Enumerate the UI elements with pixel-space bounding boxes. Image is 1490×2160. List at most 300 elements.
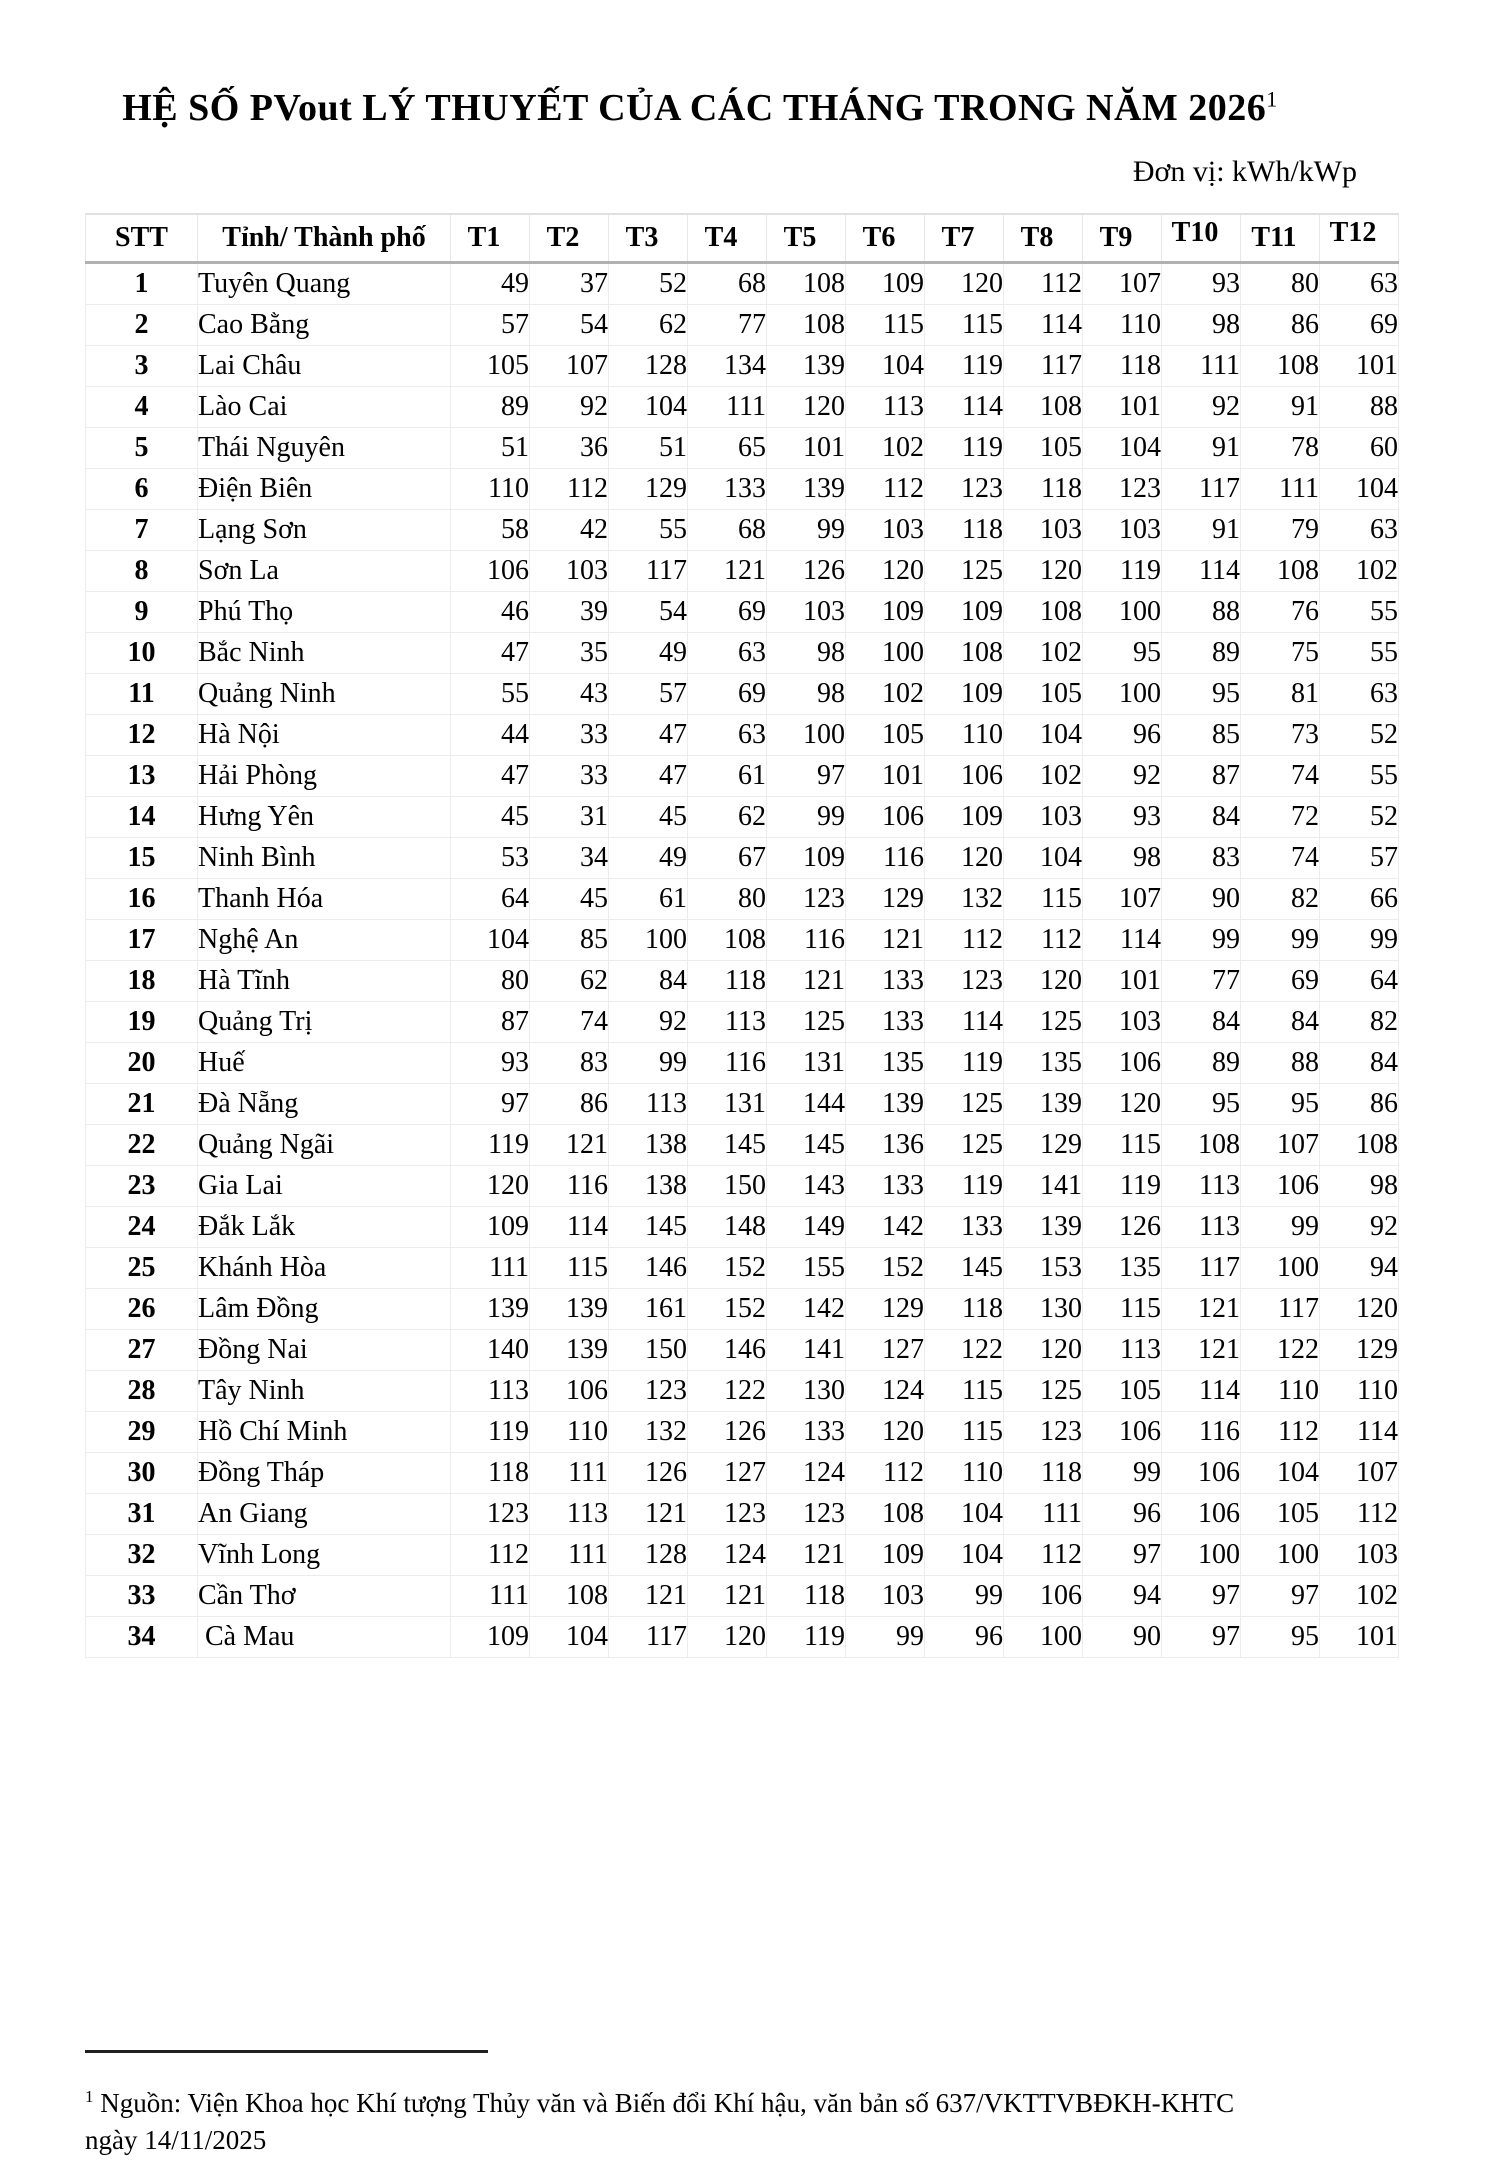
- row-province: Vĩnh Long: [198, 1535, 451, 1576]
- row-value: 49: [451, 263, 530, 305]
- row-value: 108: [767, 263, 846, 305]
- row-value: 111: [451, 1576, 530, 1617]
- unit-label: Đơn vị: kWh/kWp: [1132, 155, 1357, 188]
- table-row: [86, 1494, 1399, 1535]
- row-province: Lâm Đồng: [198, 1289, 451, 1330]
- row-value: 53: [451, 838, 530, 879]
- row-value: 92: [609, 1002, 688, 1043]
- row-value: 114: [1320, 1412, 1399, 1453]
- row-value: 123: [925, 469, 1004, 510]
- row-value: 119: [925, 1043, 1004, 1084]
- row-value: 119: [1083, 551, 1162, 592]
- row-value: 119: [925, 1166, 1004, 1207]
- row-value: 120: [1320, 1289, 1399, 1330]
- row-stt: 10: [86, 633, 198, 674]
- row-value: 69: [688, 674, 767, 715]
- row-value: 125: [1004, 1002, 1083, 1043]
- row-value: 95: [1241, 1617, 1320, 1658]
- row-value: 98: [1083, 838, 1162, 879]
- row-value: 60: [1320, 428, 1399, 469]
- row-value: 139: [530, 1330, 609, 1371]
- row-province: Đồng Tháp: [198, 1453, 451, 1494]
- row-value: 105: [1004, 674, 1083, 715]
- row-value: 123: [767, 1494, 846, 1535]
- row-value: 98: [1162, 305, 1241, 346]
- col-header-month: [1320, 214, 1399, 263]
- row-value: 85: [530, 920, 609, 961]
- row-value: 116: [530, 1166, 609, 1207]
- col-header-label: T11: [1251, 222, 1297, 253]
- row-value: 107: [1083, 879, 1162, 920]
- table-row: [86, 1330, 1399, 1371]
- row-value: 123: [925, 961, 1004, 1002]
- row-province: Hưng Yên: [198, 797, 451, 838]
- row-value: 100: [767, 715, 846, 756]
- row-value: 96: [925, 1617, 1004, 1658]
- row-value: 79: [1241, 510, 1320, 551]
- row-value: 118: [1004, 469, 1083, 510]
- col-header-month: [451, 214, 530, 263]
- row-value: 99: [1162, 920, 1241, 961]
- row-value: 126: [767, 551, 846, 592]
- row-value: 117: [1004, 346, 1083, 387]
- row-value: 74: [530, 1002, 609, 1043]
- row-value: 106: [1162, 1494, 1241, 1535]
- row-value: 108: [1241, 551, 1320, 592]
- row-value: 68: [688, 263, 767, 305]
- row-value: 84: [609, 961, 688, 1002]
- footnote-marker: 1: [85, 2087, 94, 2106]
- row-value: 110: [530, 1412, 609, 1453]
- row-value: 125: [925, 551, 1004, 592]
- row-value: 91: [1162, 428, 1241, 469]
- row-province: Lạng Sơn: [198, 510, 451, 551]
- row-value: 80: [688, 879, 767, 920]
- row-value: 106: [925, 756, 1004, 797]
- row-value: 63: [1320, 510, 1399, 551]
- row-value: 55: [1320, 756, 1399, 797]
- row-value: 81: [1241, 674, 1320, 715]
- row-value: 77: [1162, 961, 1241, 1002]
- row-value: 141: [1004, 1166, 1083, 1207]
- row-value: 108: [530, 1576, 609, 1617]
- row-province: Sơn La: [198, 551, 451, 592]
- row-value: 115: [1004, 879, 1083, 920]
- table-row: [86, 1125, 1399, 1166]
- row-value: 97: [1162, 1576, 1241, 1617]
- row-value: 37: [530, 263, 609, 305]
- row-value: 111: [1241, 469, 1320, 510]
- row-value: 116: [846, 838, 925, 879]
- row-value: 130: [767, 1371, 846, 1412]
- row-value: 133: [846, 1166, 925, 1207]
- footnote-line2: ngày 14/11/2025: [85, 2125, 267, 2155]
- row-value: 35: [530, 633, 609, 674]
- col-header-label: Tỉnh/ Thành phố: [222, 222, 426, 253]
- row-value: 122: [1241, 1330, 1320, 1371]
- row-value: 43: [530, 674, 609, 715]
- row-value: 111: [451, 1248, 530, 1289]
- row-stt: 29: [86, 1412, 198, 1453]
- row-value: 136: [846, 1125, 925, 1166]
- row-value: 84: [1162, 1002, 1241, 1043]
- row-value: 114: [925, 1002, 1004, 1043]
- row-value: 113: [1162, 1207, 1241, 1248]
- row-stt: 24: [86, 1207, 198, 1248]
- row-province: Cao Bằng: [198, 305, 451, 346]
- row-value: 66: [1320, 879, 1399, 920]
- col-header-month: [1241, 214, 1320, 263]
- row-value: 104: [451, 920, 530, 961]
- table-row: [86, 1412, 1399, 1453]
- row-value: 110: [925, 715, 1004, 756]
- row-value: 94: [1320, 1248, 1399, 1289]
- row-value: 99: [846, 1617, 925, 1658]
- row-stt: 19: [86, 1002, 198, 1043]
- page-title-text: HỆ SỐ PVout LÝ THUYẾT CỦA CÁC THÁNG TRONG NĂM 2026: [122, 87, 1267, 129]
- row-value: 92: [1162, 387, 1241, 428]
- row-value: 113: [530, 1494, 609, 1535]
- table-row: [86, 510, 1399, 551]
- pvout-table: [85, 213, 1399, 1658]
- row-province: Hà Tĩnh: [198, 961, 451, 1002]
- row-stt: 8: [86, 551, 198, 592]
- row-value: 106: [1241, 1166, 1320, 1207]
- row-value: 132: [609, 1412, 688, 1453]
- row-value: 93: [1083, 797, 1162, 838]
- row-value: 118: [767, 1576, 846, 1617]
- row-value: 89: [451, 387, 530, 428]
- row-value: 116: [1162, 1412, 1241, 1453]
- row-value: 118: [925, 1289, 1004, 1330]
- row-value: 109: [925, 592, 1004, 633]
- row-value: 86: [1320, 1084, 1399, 1125]
- row-value: 114: [1083, 920, 1162, 961]
- row-value: 125: [1004, 1371, 1083, 1412]
- row-value: 129: [846, 879, 925, 920]
- row-value: 118: [688, 961, 767, 1002]
- row-value: 121: [688, 1576, 767, 1617]
- row-value: 36: [530, 428, 609, 469]
- row-value: 47: [609, 715, 688, 756]
- row-value: 123: [609, 1371, 688, 1412]
- row-value: 121: [767, 1535, 846, 1576]
- row-value: 51: [609, 428, 688, 469]
- row-value: 139: [767, 346, 846, 387]
- row-value: 138: [609, 1166, 688, 1207]
- row-value: 96: [1083, 1494, 1162, 1535]
- row-value: 103: [846, 510, 925, 551]
- row-value: 125: [925, 1084, 1004, 1125]
- row-value: 114: [1162, 551, 1241, 592]
- row-value: 109: [925, 797, 1004, 838]
- row-value: 33: [530, 756, 609, 797]
- row-value: 105: [1004, 428, 1083, 469]
- row-value: 139: [451, 1289, 530, 1330]
- row-value: 104: [1320, 469, 1399, 510]
- col-header-month: [609, 214, 688, 263]
- row-value: 127: [688, 1453, 767, 1494]
- table-row: [86, 633, 1399, 674]
- row-value: 119: [451, 1412, 530, 1453]
- table-header-row: [86, 214, 1399, 263]
- row-value: 138: [609, 1125, 688, 1166]
- row-value: 113: [688, 1002, 767, 1043]
- row-province: Khánh Hòa: [198, 1248, 451, 1289]
- row-value: 83: [530, 1043, 609, 1084]
- row-value: 115: [1083, 1125, 1162, 1166]
- col-header-month: [688, 214, 767, 263]
- row-value: 123: [1004, 1412, 1083, 1453]
- row-value: 110: [451, 469, 530, 510]
- row-value: 106: [1083, 1043, 1162, 1084]
- row-value: 141: [767, 1330, 846, 1371]
- row-value: 69: [1241, 961, 1320, 1002]
- row-stt: 25: [86, 1248, 198, 1289]
- row-value: 102: [846, 674, 925, 715]
- table-row: [86, 428, 1399, 469]
- row-value: 105: [846, 715, 925, 756]
- row-value: 110: [1320, 1371, 1399, 1412]
- row-value: 112: [451, 1535, 530, 1576]
- row-value: 108: [1004, 592, 1083, 633]
- row-stt: 30: [86, 1453, 198, 1494]
- row-value: 102: [1004, 756, 1083, 797]
- row-value: 145: [688, 1125, 767, 1166]
- col-header-label: T4: [704, 222, 738, 253]
- row-value: 107: [530, 346, 609, 387]
- row-province: Thái Nguyên: [198, 428, 451, 469]
- row-value: 104: [846, 346, 925, 387]
- row-value: 87: [451, 1002, 530, 1043]
- row-value: 117: [1241, 1289, 1320, 1330]
- row-value: 104: [1004, 715, 1083, 756]
- row-stt: 27: [86, 1330, 198, 1371]
- row-value: 133: [846, 1002, 925, 1043]
- row-value: 100: [609, 920, 688, 961]
- row-value: 97: [451, 1084, 530, 1125]
- row-value: 121: [1162, 1289, 1241, 1330]
- row-value: 133: [767, 1412, 846, 1453]
- row-value: 99: [1083, 1453, 1162, 1494]
- row-province: Bắc Ninh: [198, 633, 451, 674]
- table-row: [86, 838, 1399, 879]
- table-row: [86, 797, 1399, 838]
- row-value: 46: [451, 592, 530, 633]
- col-header-month: [1083, 214, 1162, 263]
- footnote: [85, 2078, 1415, 2159]
- table-row: [86, 961, 1399, 1002]
- row-value: 120: [846, 551, 925, 592]
- row-value: 109: [767, 838, 846, 879]
- row-value: 145: [767, 1125, 846, 1166]
- row-value: 112: [1004, 920, 1083, 961]
- row-value: 115: [925, 305, 1004, 346]
- row-value: 150: [609, 1330, 688, 1371]
- row-province: Hải Phòng: [198, 756, 451, 797]
- row-value: 55: [1320, 633, 1399, 674]
- row-value: 150: [688, 1166, 767, 1207]
- row-value: 118: [1004, 1453, 1083, 1494]
- col-header-label: T7: [941, 222, 975, 253]
- row-value: 105: [1083, 1371, 1162, 1412]
- row-value: 104: [609, 387, 688, 428]
- row-value: 109: [925, 674, 1004, 715]
- row-value: 90: [1083, 1617, 1162, 1658]
- row-value: 99: [767, 510, 846, 551]
- col-header-month: [1162, 214, 1241, 263]
- row-value: 49: [609, 838, 688, 879]
- row-value: 103: [1004, 510, 1083, 551]
- row-value: 100: [1241, 1535, 1320, 1576]
- row-value: 62: [688, 797, 767, 838]
- row-value: 106: [451, 551, 530, 592]
- row-value: 94: [1083, 1576, 1162, 1617]
- row-value: 114: [530, 1207, 609, 1248]
- row-value: 100: [1004, 1617, 1083, 1658]
- row-value: 120: [1004, 1330, 1083, 1371]
- row-value: 54: [609, 592, 688, 633]
- row-value: 67: [688, 838, 767, 879]
- row-value: 105: [1241, 1494, 1320, 1535]
- row-value: 57: [451, 305, 530, 346]
- row-value: 111: [1004, 1494, 1083, 1535]
- row-stt: 26: [86, 1289, 198, 1330]
- row-value: 121: [530, 1125, 609, 1166]
- row-value: 113: [451, 1371, 530, 1412]
- row-value: 107: [1241, 1125, 1320, 1166]
- row-value: 92: [1320, 1207, 1399, 1248]
- row-value: 104: [925, 1494, 1004, 1535]
- row-value: 119: [925, 346, 1004, 387]
- row-value: 61: [688, 756, 767, 797]
- row-value: 97: [1162, 1617, 1241, 1658]
- col-header-label: STT: [115, 222, 168, 253]
- row-value: 120: [925, 263, 1004, 305]
- row-value: 87: [1162, 756, 1241, 797]
- row-value: 112: [1320, 1494, 1399, 1535]
- row-value: 120: [846, 1412, 925, 1453]
- row-value: 108: [1320, 1125, 1399, 1166]
- row-value: 102: [846, 428, 925, 469]
- row-value: 45: [451, 797, 530, 838]
- row-value: 133: [846, 961, 925, 1002]
- row-stt: 12: [86, 715, 198, 756]
- col-header-month: [1004, 214, 1083, 263]
- table-row: [86, 674, 1399, 715]
- row-value: 114: [925, 387, 1004, 428]
- row-value: 74: [1241, 838, 1320, 879]
- row-value: 101: [767, 428, 846, 469]
- row-value: 52: [1320, 797, 1399, 838]
- row-value: 152: [688, 1289, 767, 1330]
- row-value: 121: [767, 961, 846, 1002]
- row-value: 129: [1004, 1125, 1083, 1166]
- row-province: Ninh Bình: [198, 838, 451, 879]
- row-value: 142: [846, 1207, 925, 1248]
- row-stt: 3: [86, 346, 198, 387]
- col-header-label: T9: [1099, 222, 1133, 253]
- row-value: 64: [451, 879, 530, 920]
- row-value: 99: [609, 1043, 688, 1084]
- row-value: 82: [1241, 879, 1320, 920]
- row-value: 57: [609, 674, 688, 715]
- row-value: 88: [1241, 1043, 1320, 1084]
- row-value: 47: [451, 756, 530, 797]
- row-value: 75: [1241, 633, 1320, 674]
- row-value: 152: [688, 1248, 767, 1289]
- row-value: 143: [767, 1166, 846, 1207]
- row-value: 115: [530, 1248, 609, 1289]
- row-value: 98: [767, 633, 846, 674]
- row-value: 124: [688, 1535, 767, 1576]
- row-value: 109: [846, 1535, 925, 1576]
- row-value: 63: [688, 715, 767, 756]
- row-stt: 1: [86, 263, 198, 305]
- row-value: 88: [1162, 592, 1241, 633]
- row-value: 95: [1162, 674, 1241, 715]
- row-value: 95: [1083, 633, 1162, 674]
- row-stt: 4: [86, 387, 198, 428]
- row-province: Lai Châu: [198, 346, 451, 387]
- row-value: 99: [767, 797, 846, 838]
- row-value: 107: [1320, 1453, 1399, 1494]
- row-value: 55: [609, 510, 688, 551]
- row-province: Gia Lai: [198, 1166, 451, 1207]
- row-value: 47: [451, 633, 530, 674]
- row-province: Phú Thọ: [198, 592, 451, 633]
- row-value: 101: [1320, 346, 1399, 387]
- row-value: 114: [1162, 1371, 1241, 1412]
- row-value: 106: [1083, 1412, 1162, 1453]
- row-value: 106: [1004, 1576, 1083, 1617]
- row-value: 120: [925, 838, 1004, 879]
- row-province: Quảng Ngãi: [198, 1125, 451, 1166]
- row-value: 126: [688, 1412, 767, 1453]
- row-value: 103: [1320, 1535, 1399, 1576]
- row-value: 84: [1162, 797, 1241, 838]
- row-value: 115: [925, 1371, 1004, 1412]
- row-value: 112: [530, 469, 609, 510]
- row-value: 123: [688, 1494, 767, 1535]
- footnote-source-text: Nguồn: Viện Khoa học Khí tượng Thủy văn và Biến đổi Khí hậu, văn bản số 637/VKTTVBĐKH-KHTC: [100, 2088, 1235, 2118]
- row-value: 31: [530, 797, 609, 838]
- row-value: 58: [451, 510, 530, 551]
- row-value: 96: [1083, 715, 1162, 756]
- row-value: 100: [1083, 674, 1162, 715]
- row-value: 83: [1162, 838, 1241, 879]
- row-value: 47: [609, 756, 688, 797]
- row-value: 139: [1004, 1207, 1083, 1248]
- row-stt: 17: [86, 920, 198, 961]
- row-province: Tây Ninh: [198, 1371, 451, 1412]
- row-value: 99: [1241, 920, 1320, 961]
- row-value: 107: [1083, 263, 1162, 305]
- row-province: Cần Thơ: [198, 1576, 451, 1617]
- row-value: 132: [925, 879, 1004, 920]
- row-value: 92: [1083, 756, 1162, 797]
- row-value: 146: [609, 1248, 688, 1289]
- row-value: 91: [1241, 387, 1320, 428]
- row-value: 112: [846, 1453, 925, 1494]
- row-province: Lào Cai: [198, 387, 451, 428]
- row-value: 99: [1241, 1207, 1320, 1248]
- row-value: 109: [451, 1207, 530, 1248]
- row-value: 49: [609, 633, 688, 674]
- row-value: 117: [1162, 469, 1241, 510]
- row-value: 65: [688, 428, 767, 469]
- row-province: Đà Nẵng: [198, 1084, 451, 1125]
